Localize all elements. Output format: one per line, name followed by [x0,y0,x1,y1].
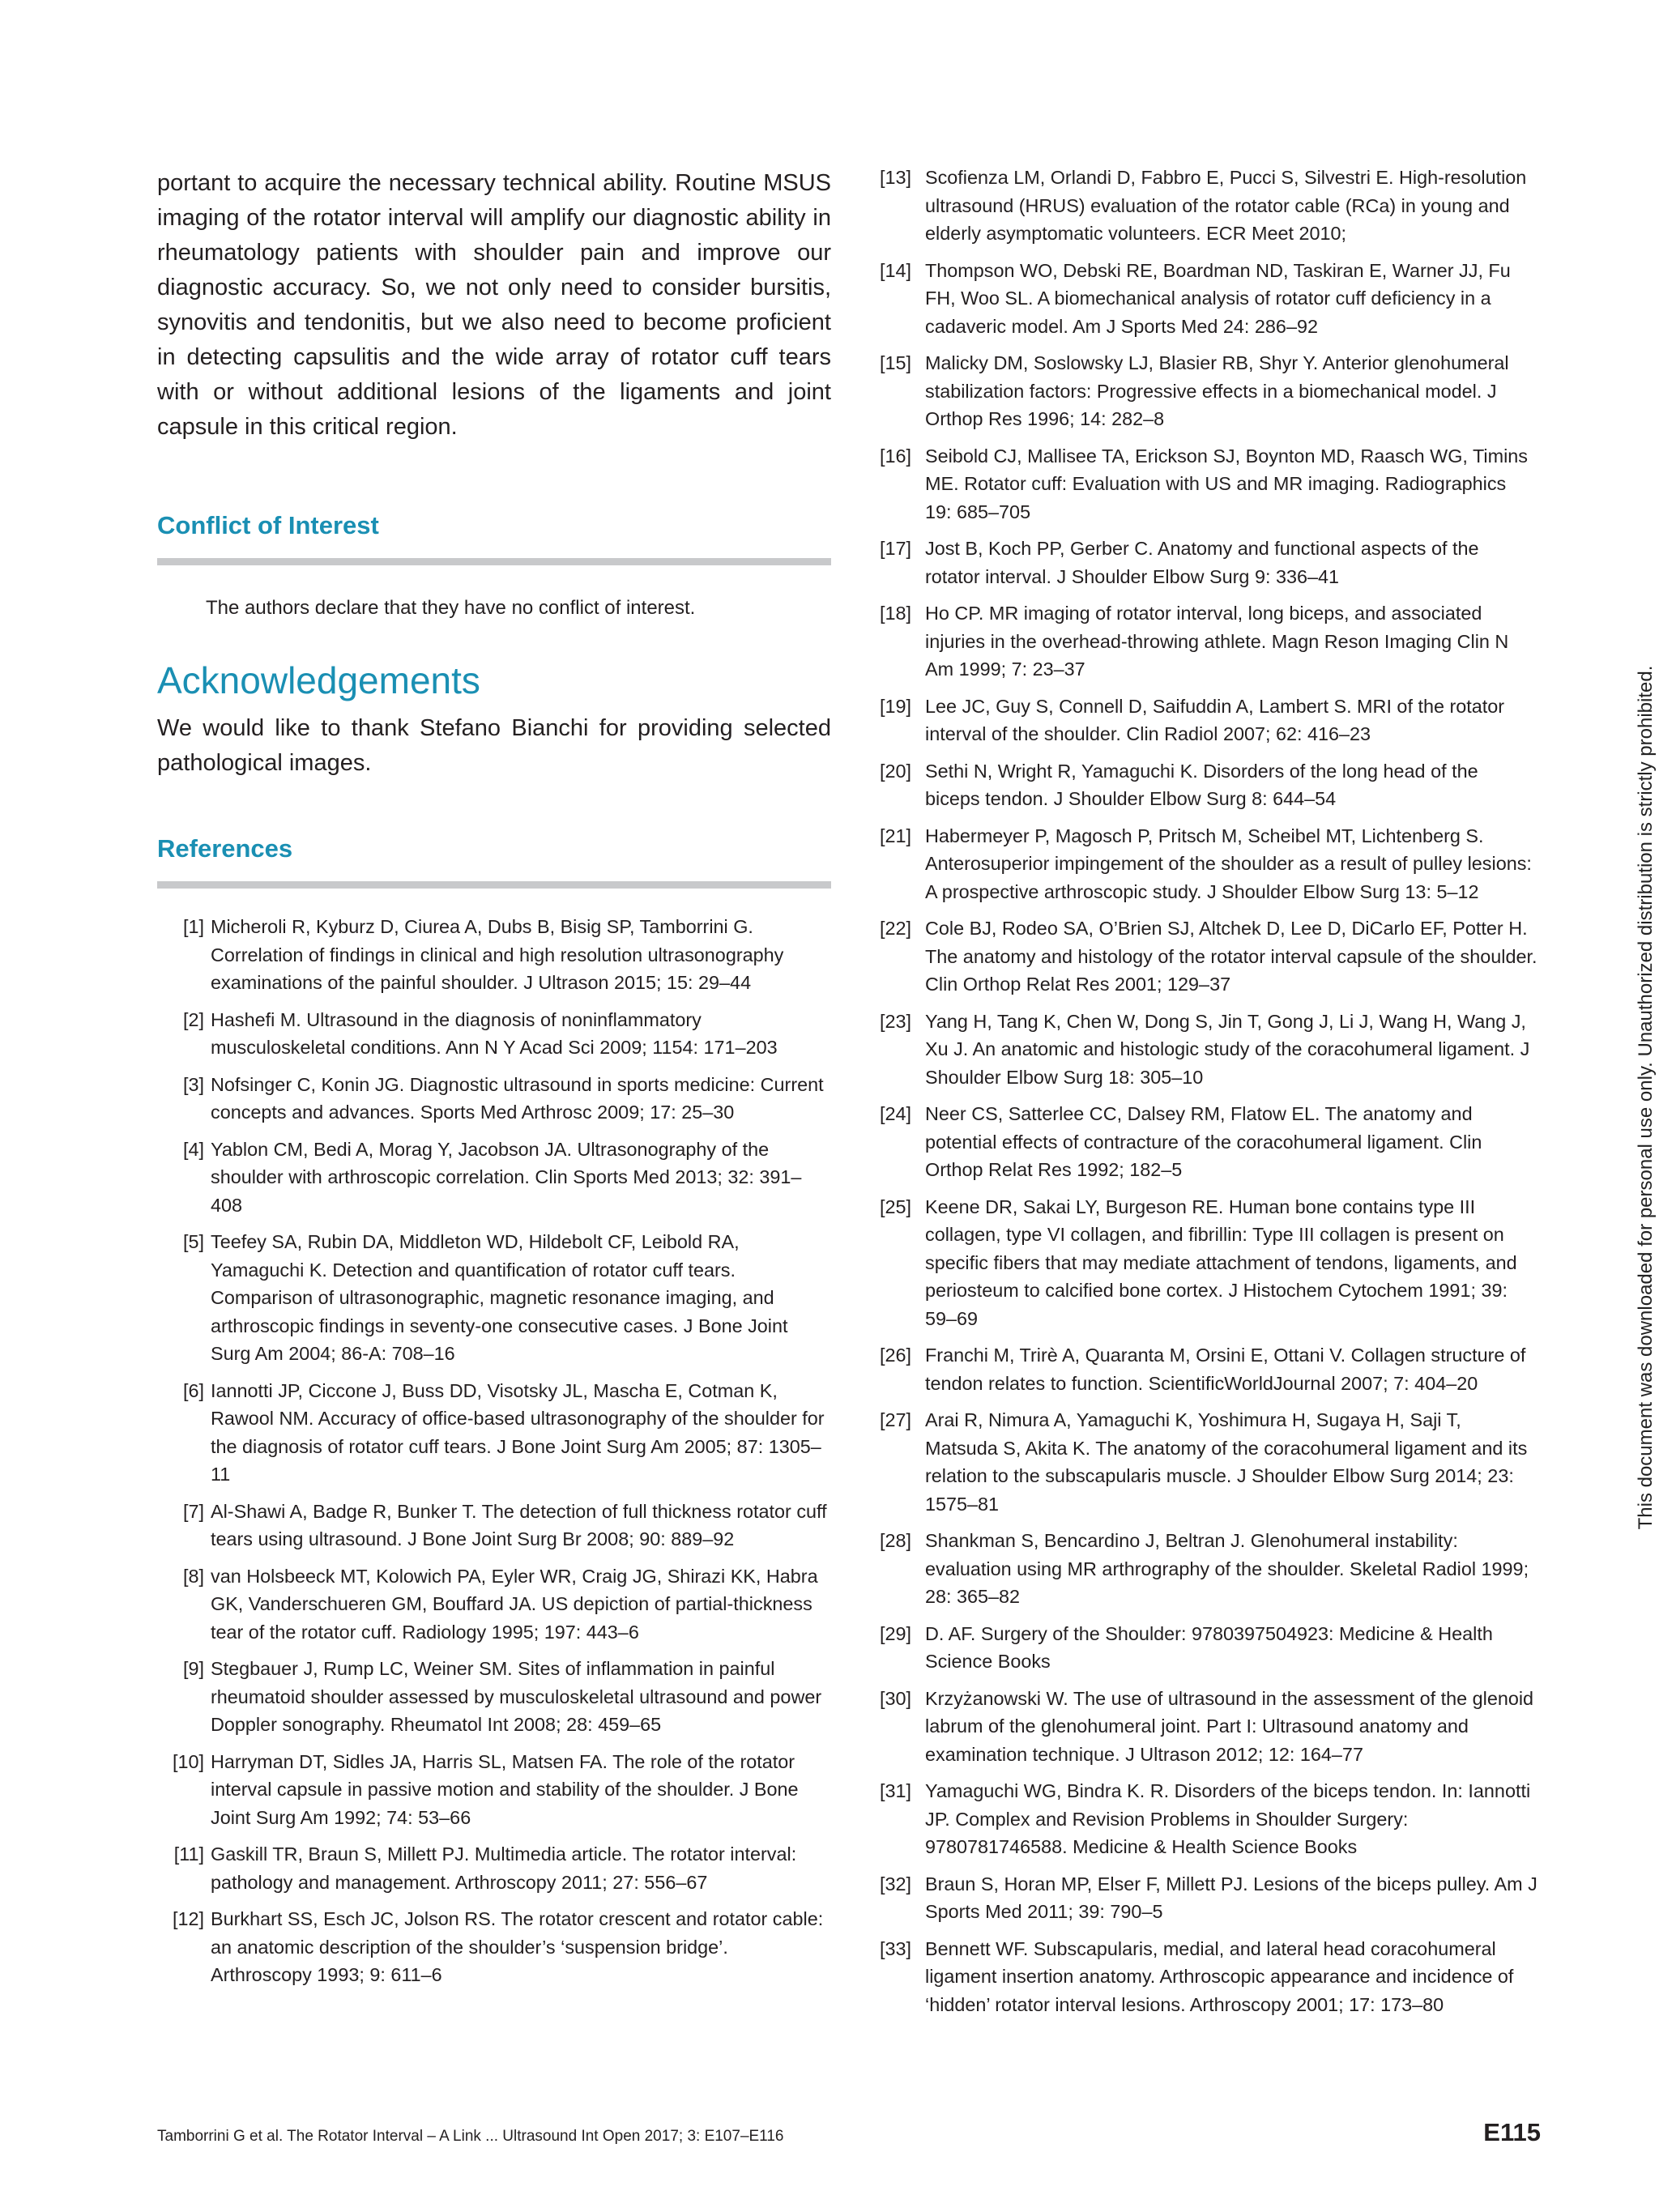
reference-item [880,822,1537,906]
reference-item [157,1655,831,1739]
reference-number: [33] [880,1937,912,1959]
reference-number: [18] [880,603,912,624]
reference-item [157,1071,831,1127]
reference-text: Teefey SA, Rubin DA, Middleton WD, Hildebolt CF, Leibold RA, Yamaguchi K. Detection and quantification of rotator cuff tears. Comparison of ultrasonographic, magnetic resonance imaging, and arthroscopic findings in seventy-one consecutive cases. J Bone Joint Surg Am 2004; 86-A: 708–16 [211,1231,788,1364]
acknowledgements-text: We would like to thank Stefano Bianchi for providing selected pathological images. [157,715,831,776]
reference-text: Seibold CJ, Mallisee TA, Erickson SJ, Boynton MD, Raasch WG, Timins ME. Rotator cuff: Evaluation with US and MR imaging. Radiographics 19: 685–705 [925,445,1528,522]
footer-citation: Tamborrini G et al. The Rotator Interval – A Link ... Ultrasound Int Open 2017; 3: E107–E116 [157,2128,784,2145]
reference-number: [26] [880,1345,912,1366]
reference-number: [11] [173,1843,204,1865]
reference-item [157,1562,831,1647]
reference-text: Stegbauer J, Rump LC, Weiner SM. Sites of inflammation in painful rheumatoid shoulder assessed by musculoskeletal ultrasound and power Doppler sonography. Rheumatol Int 2008; 28: 459–65 [211,1658,822,1735]
page-number: E115 [1483,2118,1541,2146]
section-rule [157,558,831,565]
reference-text: Lee JC, Guy S, Connell D, Saifuddin A, Lambert S. MRI of the rotator interval of the shoulder. Clin Radiol 2007; 62: 416–23 [925,695,1505,744]
reference-number: [17] [880,538,912,559]
reference-number: [10] [172,1750,204,1772]
reference-text: Franchi M, Trirè A, Quaranta M, Orsini E, Ottani V. Collagen structure of tendon relates to function. ScientificWorldJournal 2007; 7: 404–20 [925,1345,1526,1394]
reference-text: Shankman S, Bencardino J, Beltran J. Glenohumeral instability: evaluation using MR arthrography of the shoulder. Skeletal Radiol 1999; 28: 365–82 [925,1530,1529,1607]
reference-item [157,1006,831,1062]
reference-text: D. AF. Surgery of the Shoulder: 9780397504923: Medicine & Health Science Books [925,1622,1493,1672]
reference-item [880,535,1537,590]
reference-text: Braun S, Horan MP, Elser F, Millett PJ. Lesions of the biceps pulley. Am J Sports Med 2011; 39: 790–5 [925,1873,1537,1922]
reference-text: Al-Shawi A, Badge R, Bunker T. The detection of full thickness rotator cuff tears using ultrasound. J Bone Joint Surg Br 2008; 90: 889–92 [211,1500,827,1549]
reference-item [880,442,1537,526]
reference-number: [6] [182,1379,204,1401]
reference-item [157,1498,831,1554]
reference-number: [22] [880,918,912,939]
reference-number: [20] [880,760,912,782]
reference-text: Jost B, Koch PP, Gerber C. Anatomy and functional aspects of the rotator interval. J Shoulder Elbow Surg 9: 336–41 [925,538,1479,587]
reference-number: [15] [880,352,912,373]
right-column [880,164,1537,2027]
reference-number: [23] [880,1010,912,1032]
reference-text: Scofienza LM, Orlandi D, Fabbro E, Pucci S, Silvestri E. High-resolution ultrasound (HRUS) evaluation of the rotator cable (RCa) in young and elderly asymptomatic volunteers. ECR Meet 2010; [925,167,1527,244]
reference-number: [7] [182,1500,204,1522]
reference-number: [9] [182,1658,204,1679]
reference-number: [8] [182,1565,204,1587]
reference-text: Krzyżanowski W. The use of ultrasound in the assessment of the glenoid labrum of the glenohumeral joint. Part I: Ultrasound anatomy and examination technique. J Ultrason 2012; 12: 164–77 [925,1687,1534,1765]
reference-text: Nofsinger C, Konin JG. Diagnostic ultrasound in sports medicine: Current concepts and advances. Sports Med Arthrosc 2009; 17: 25–30 [211,1073,824,1123]
reference-text: Iannotti JP, Ciccone J, Buss DD, Visotsky JL, Mascha E, Cotman K, Rawool NM. Accuracy of office-based ultrasonography of the shoulder for the diagnosis of rotator cuff tears. J Bone Joint Surg Am 2005; 87: 1305–11 [211,1379,825,1485]
reference-item [880,1008,1537,1092]
reference-item [880,1777,1537,1861]
reference-list-left [157,913,831,1989]
reference-number: [14] [880,259,912,281]
reference-number: [32] [880,1873,912,1894]
reference-item [880,1527,1537,1611]
reference-number: [3] [182,1073,204,1095]
reference-number: [28] [880,1530,912,1551]
reference-item [880,1935,1537,2019]
reference-text: Ho CP. MR imaging of rotator interval, long biceps, and associated injuries in the overhead-throwing athlete. Magn Reson Imaging Clin N Am 1999; 7: 23–37 [925,603,1509,680]
reference-number: [27] [880,1409,912,1430]
reference-item [880,1685,1537,1769]
reference-text: Thompson WO, Debski RE, Boardman ND, Taskiran E, Warner JJ, Fu FH, Woo SL. A biomechanical analysis of rotator cuff deficiency in a cadaveric model. Am J Sports Med 24: 286–92 [925,259,1511,337]
reference-text: Yablon CM, Bedi A, Morag Y, Jacobson JA. Ultrasonography of the shoulder with arthroscopic correlation. Clin Sports Med 2013; 32: 391–408 [211,1138,802,1216]
reference-text: Keene DR, Sakai LY, Burgeson RE. Human bone contains type III collagen, type VI collagen, and fibrillin: Type III collagen is present on specific fibers that may mediate attachment of tendons, ligaments, and periosteum to calcified bone cortex. J Histochem Cytochem 1991; 39: 59–69 [925,1196,1517,1329]
intro-paragraph: portant to acquire the necessary technical ability. Routine MSUS imaging of the rotator interval will amplify our diagnostic ability in rheumatology patients with shoulder pain and improve our diagnostic accuracy. So, we not only need to consider bursitis, synovitis and tendonitis, but we also need to become proficient in detecting capsulitis and the wide array of rotator cuff tears with or without additional lesions of the ligaments and joint capsule in this critical region. [157,170,831,440]
reference-item [880,693,1537,748]
reference-item [880,1406,1537,1518]
reference-text: Habermeyer P, Magosch P, Pritsch M, Scheibel MT, Lichtenberg S. Anterosuperior impingement of the shoulder as a result of pulley lesions: A prospective arthroscopic study. J Shoulder Elbow Surg 13: 5–12 [925,825,1532,902]
reference-number: [21] [880,825,912,846]
reference-list-right [880,164,1537,2018]
reference-number: [1] [182,916,204,937]
reference-number: [13] [880,167,912,188]
section-rule [157,881,831,889]
reference-number: [5] [182,1231,204,1252]
reference-text: Yang H, Tang K, Chen W, Dong S, Jin T, Gong J, Li J, Wang H, Wang J, Xu J. An anatomic and histologic study of the coracohumeral ligament. J Shoulder Elbow Surg 18: 305–10 [925,1010,1530,1088]
reference-item [880,757,1537,813]
reference-item [157,1748,831,1832]
reference-text: van Holsbeeck MT, Kolowich PA, Eyler WR, Craig JG, Shirazi KK, Habra GK, Vanderschueren GM, Bouffard JA. US depiction of partial-thickness tear of the rotator cuff. Radiology 1995; 197: 443–6 [211,1565,818,1643]
reference-number: [12] [172,1908,204,1929]
reference-text: Gaskill TR, Braun S, Millett PJ. Multimedia article. The rotator interval: pathology and management. Arthroscopy 2011; 27: 556–67 [211,1843,797,1893]
reference-number: [19] [880,695,912,717]
reference-item [880,599,1537,684]
side-watermark: This document was downloaded for personal use only. Unauthorized distribution is strictly prohibited. [1635,665,1657,1530]
reference-text: Harryman DT, Sidles JA, Harris SL, Matsen FA. The role of the rotator interval capsule in passive motion and stability of the shoulder. J Bone Joint Surg Am 1992; 74: 53–66 [211,1750,799,1828]
reference-number: [31] [880,1780,912,1801]
reference-number: [16] [880,445,912,467]
reference-text: Yamaguchi WG, Bindra K. R. Disorders of the biceps tendon. In: Iannotti JP. Complex and Revision Problems in Shoulder Surgery: 9780781746588. Medicine & Health Science Books [925,1780,1531,1857]
reference-item [880,1100,1537,1184]
reference-number: [4] [182,1138,204,1160]
reference-item [880,914,1537,999]
reference-item [880,1193,1537,1333]
reference-text: Hashefi M. Ultrasound in the diagnosis of noninflammatory musculoskeletal conditions. Ann N Y Acad Sci 2009; 1154: 171–203 [211,1008,778,1058]
reference-number: [30] [880,1687,912,1709]
page-footer [157,2118,1541,2148]
reference-item [157,1840,831,1896]
reference-item [880,349,1537,433]
reference-item [880,1870,1537,1926]
reference-text: Arai R, Nimura A, Yamaguchi K, Yoshimura H, Sugaya H, Saji T, Matsuda S, Akita K. The anatomy of the coracohumeral ligament and its relation to the subscapularis muscle. J Shoulder Elbow Surg 2014; 23: 1575–81 [925,1409,1528,1515]
reference-number: [25] [880,1196,912,1217]
reference-text: Micheroli R, Kyburz D, Ciurea A, Dubs B, Bisig SP, Tamborrini G. Correlation of findings in clinical and high resolution ultrasonography examinations of the painful shoulder. J Ultrason 2015; 15: 29–44 [211,916,784,993]
reference-item [880,1620,1537,1676]
reference-number: [29] [880,1622,912,1644]
reference-item [157,1377,831,1489]
left-column [157,166,831,1998]
reference-item [157,1228,831,1368]
acknowledgements-heading: Acknowledgements [157,659,480,701]
reference-text: Malicky DM, Soslowsky LJ, Blasier RB, Shyr Y. Anterior glenohumeral stabilization factors: Progressive effects in a biomechanical model. J Orthop Res 1996; 14: 282–8 [925,352,1509,429]
reference-text: Bennett WF. Subscapularis, medial, and lateral head coracohumeral ligament insertion anatomy. Arthroscopic appearance and incidence of ‘hidden’ rotator interval lesions. Arthroscopy 2001; 17: 173–80 [925,1937,1514,2015]
reference-text: Sethi N, Wright R, Yamaguchi K. Disorders of the long head of the biceps tendon. J Shoulder Elbow Surg 8: 644–54 [925,760,1478,809]
reference-text: Neer CS, Satterlee CC, Dalsey RM, Flatow EL. The anatomy and potential effects of contracture of the coracohumeral ligament. Clin Orthop Relat Res 1992; 182–5 [925,1103,1482,1180]
reference-number: [2] [182,1008,204,1030]
conflict-of-interest-text: The authors declare that they have no conflict of interest. [206,597,696,619]
references-heading: References [157,834,293,863]
reference-item [157,1136,831,1220]
conflict-of-interest-heading: Conflict of Interest [157,511,379,539]
reference-text: Burkhart SS, Esch JC, Jolson RS. The rotator crescent and rotator cable: an anatomic description of the shoulder’s ‘suspension bridge’. Arthroscopy 1993; 9: 611–6 [211,1908,824,1985]
reference-number: [24] [880,1103,912,1124]
reference-item [880,164,1537,248]
reference-item [880,257,1537,341]
reference-item [157,913,831,997]
reference-text: Cole BJ, Rodeo SA, O’Brien SJ, Altchek D, Lee D, DiCarlo EF, Potter H. The anatomy and histology of the rotator interval capsule of the shoulder. Clin Orthop Relat Res 2001; 129–37 [925,918,1537,995]
reference-item [880,1341,1537,1397]
reference-item [157,1905,831,1989]
